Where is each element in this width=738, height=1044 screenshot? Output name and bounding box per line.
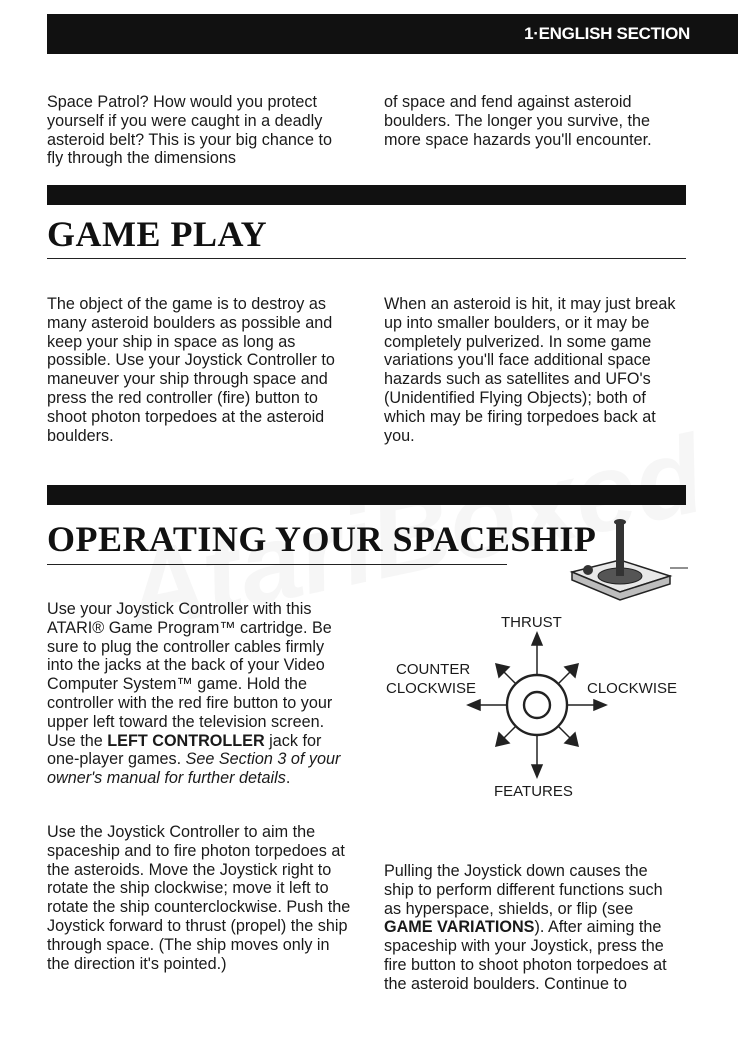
counter-clockwise-label: CLOCKWISE [386, 680, 477, 697]
section-label: 1·ENGLISH SECTION [524, 24, 690, 43]
operating-paragraph-2: Use the Joystick Controller to aim the spaceship and to fire photon torpedoes at the asteroids. Move the Joystick right to rotate the ship clockwise; move it left to rotate the ship counterclockwise. Push the Joystick forward to thrust (propel) the ship through space. (The ship moves only in the direction it's pointed.) [47, 823, 351, 973]
operating-p3-text-b: ). After aiming the spaceship with your Joystick, press the fire button to shoot photon torpedoes at the asteroid boulders. Continue to [384, 918, 667, 993]
arrow-left [468, 700, 480, 710]
operating-p1-text: Use your Joystick Controller with this ATARI® Game Program™ cartridge. Be sure to plug the controller cables firmly into the jacks at the back of your Video Computer System™ game. Hold the controller with the red fire button to your upper left toward the television screen. Use the [47, 600, 333, 750]
operating-bar [47, 485, 686, 505]
left-controller-text: LEFT CONTROLLER [107, 731, 265, 750]
arrow-up [532, 633, 542, 645]
game-play-bar [47, 185, 686, 205]
arrow-down [532, 765, 542, 777]
clockwise-label: CLOCKWISE [587, 680, 678, 697]
game-variations-text: GAME VARIATIONS [384, 918, 535, 937]
operating-p3-text: Pulling the Joystick down causes the ship to perform different functions such as hyperspace, shields, or flip (see [384, 862, 663, 918]
game-play-right-text: When an asteroid is hit, it may just break up into smaller boulders, or it may be completely pulverized. In some game variations you'll face additional space hazards such as satellites and UFO's (Unidentified Flying Objects); both of which may be firing torpedoes back at you. [384, 295, 676, 445]
section-header-bar [47, 14, 738, 54]
owners-manual-reference: See Section 3 of your owner's manual for further details [47, 750, 341, 788]
intro-left-text: Space Patrol? How would you protect yourself if you were caught in a deadly asteroid belt? This is your big chance to fly through the dimensions [47, 93, 332, 168]
operating-heading: OPERATING YOUR SPACESHIP [47, 519, 597, 559]
diagram-inner-ring [524, 692, 550, 718]
intro-right-text: of space and fend against asteroid boulders. The longer you survive, the more space hazards you'll encounter. [384, 93, 652, 149]
joystick-direction-diagram [380, 555, 710, 805]
arrow-right [594, 700, 606, 710]
operating-p1-text-b: jack for one-player games. [47, 731, 322, 769]
game-play-left-text: The object of the game is to destroy as many asteroid boulders as possible and keep your ship in space as long as possible. Use your Joystick Controller to maneuver your ship through space and press the red controller (fire) button to shoot photon torpedoes at the asteroid boulders. [47, 295, 335, 445]
game-play-rule [47, 258, 686, 259]
operating-paragraph-3 [384, 862, 679, 994]
thrust-label: THRUST [501, 614, 562, 631]
operating-p1-end: . [285, 769, 291, 788]
features-label: FEATURES [494, 783, 573, 800]
counter-label: COUNTER [396, 661, 471, 678]
operating-paragraph-1 [47, 600, 352, 788]
game-play-heading: GAME PLAY [47, 214, 268, 254]
